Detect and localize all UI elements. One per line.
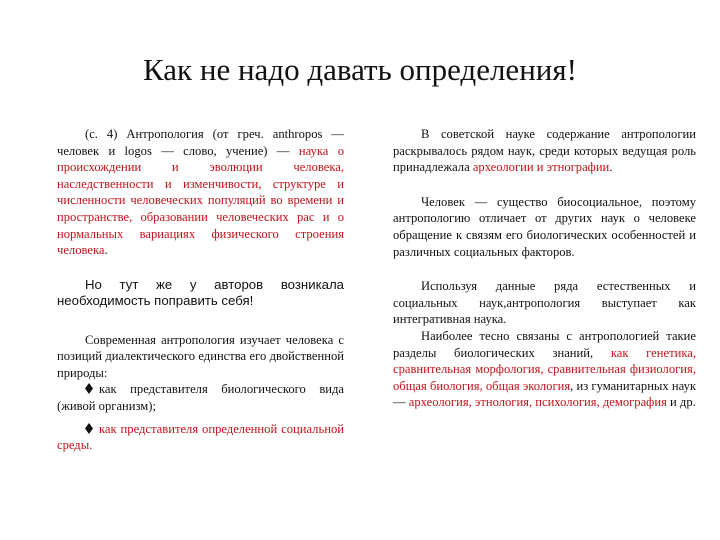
related-sciences-paragraph (393, 328, 696, 411)
definition-end: . (104, 243, 108, 258)
slide-title: Как не надо давать определения! (143, 52, 577, 87)
left-column (57, 126, 344, 454)
definition-prefix: (с. 4) Антропология (от греч. anthropos — человек и logos — слово, учение) — (57, 127, 344, 158)
related-prefix: Наиболее тесно связаны с антропологией такие разделы биологических знаний, (393, 328, 696, 360)
related-mid: , из гуманитарных наук — (393, 378, 696, 410)
integrative-paragraph: Используя данные ряда естественных и социальных наук,антропология выступает как интегративная наука. (393, 279, 696, 327)
diamond-bullet-icon (85, 381, 99, 398)
biosocial-paragraph: Человек — существо биосоциальное, поэтому антропологию отличает от других наук о человеке обращение к связям его биологических особенностей и различных социальных факторов. (393, 194, 696, 259)
bullet-text: как представителя определенной социальной среды. (57, 421, 344, 453)
related-end: и др. (666, 395, 696, 410)
remark-paragraph: Но тут же у авторов возникала необходимость поправить себя! (57, 276, 344, 309)
bullet-text: как представителя биологического вида (живой организм); (57, 382, 344, 413)
right-column (393, 126, 696, 411)
definition-paragraph (57, 126, 344, 259)
bullet-item (57, 381, 344, 414)
modern-anthropology-paragraph: Современная антропология изучает человека с позиций диалектического единства его двойственной природы: (57, 332, 344, 380)
bullet-item (57, 421, 344, 454)
soviet-science-end: . (609, 160, 613, 175)
related-bio-highlight: как генетика, сравнительная морфология, сравнительная физиология, общая биология, общая экология (393, 345, 696, 393)
soviet-science-prefix: В советской науке содержание антропологии раскрывалось рядом наук, среди которых ведущая роль принадлежала (393, 127, 696, 175)
diamond-bullet-icon (85, 421, 99, 438)
soviet-science-paragraph (393, 126, 696, 176)
definition-highlight: наука о происхождении и эволюции человека, наследственности и изменчивости, структуре и численности человеческих популяций во времени и пространстве, образовании человеческих рас и о нормальных вариациях физического строения человека (57, 143, 344, 258)
related-hum-highlight: археология, этнология, психология, демография (408, 395, 667, 410)
soviet-science-highlight: археологии и этнографии (472, 160, 610, 175)
